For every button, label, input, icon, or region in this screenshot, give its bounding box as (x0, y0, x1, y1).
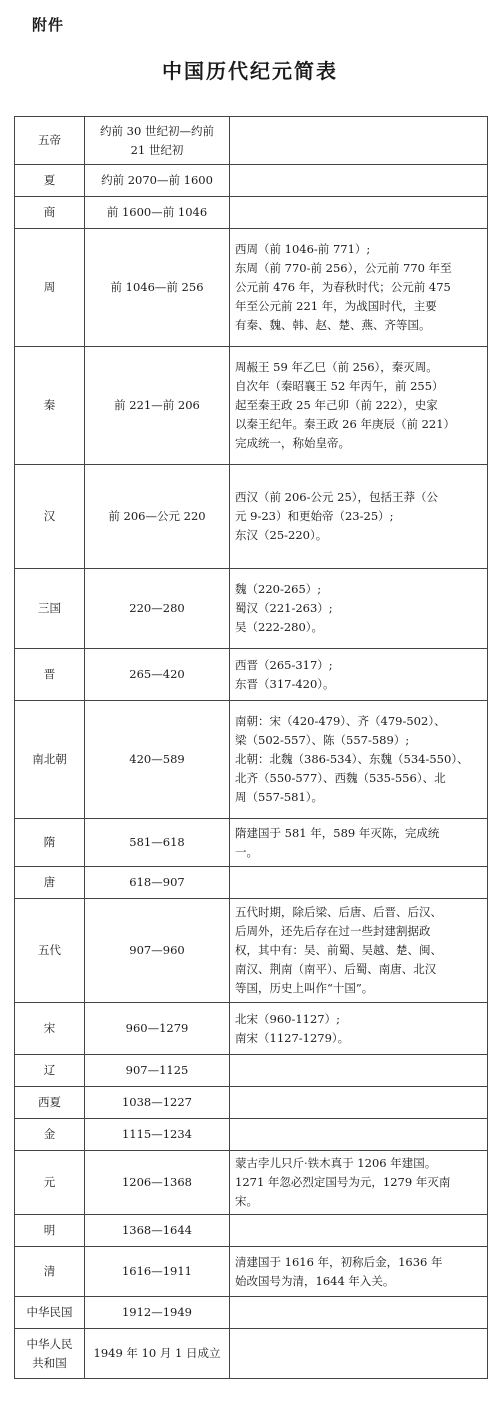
dynasty-cell (15, 465, 85, 569)
note-cell (230, 819, 488, 867)
dynasty-cell (15, 165, 85, 197)
period-cell (85, 1003, 230, 1055)
dynasty-line: 辽 (43, 1063, 56, 1077)
dynasty-cell (15, 117, 85, 165)
dynasty-cell (15, 1119, 85, 1151)
dynasty-line: 中华民国 (26, 1305, 73, 1319)
table-row (15, 1329, 488, 1379)
period-cell (85, 569, 230, 649)
note-line: 东周（前 770-前 256），公元前 770 年至 (235, 261, 452, 275)
period-cell (85, 649, 230, 701)
note-line: 北朝：北魏（386-534）、东魏（534-550）、 (235, 752, 469, 766)
note-line: 梁（502-557）、陈（557-589）; (235, 733, 410, 747)
dynasty-line: 隋 (43, 835, 56, 849)
dynasty-line: 南北朝 (32, 752, 67, 766)
table-row (15, 1055, 488, 1087)
note-cell (230, 465, 488, 569)
period-cell (85, 1087, 230, 1119)
period-line: 21 世纪初 (130, 142, 184, 157)
dynasty-cell (15, 1215, 85, 1247)
table-row (15, 1297, 488, 1329)
period-cell (85, 701, 230, 819)
note-line: 北齐（550-577）、西魏（535-556）、北 (235, 771, 446, 785)
period-line: 约前 30 世纪初—约前 (100, 123, 214, 138)
period-line: 960—1279 (125, 1021, 189, 1035)
period-cell (85, 1329, 230, 1379)
period-line: 420—589 (129, 752, 185, 766)
dynasty-line: 秦 (43, 398, 56, 412)
dynasty-line: 周 (43, 280, 56, 294)
period-line: 1206—1368 (121, 1175, 193, 1189)
period-cell (85, 197, 230, 229)
dynasty-line: 宋 (43, 1021, 56, 1035)
dynasty-table (14, 116, 488, 1379)
dynasty-cell (15, 1297, 85, 1329)
dynasty-cell (15, 1247, 85, 1297)
note-cell (230, 1297, 488, 1329)
table-row (15, 197, 488, 229)
dynasty-cell (15, 1003, 85, 1055)
dynasty-line: 夏 (43, 173, 56, 187)
table-row (15, 649, 488, 701)
table-row (15, 465, 488, 569)
note-cell (230, 165, 488, 197)
period-cell (85, 1247, 230, 1297)
note-line: 一。 (235, 844, 258, 859)
attachment-label: 附件 (32, 16, 65, 34)
note-cell (230, 701, 488, 819)
period-cell (85, 347, 230, 465)
note-cell (230, 1087, 488, 1119)
period-line: 前 221—前 206 (114, 398, 200, 412)
note-cell (230, 1055, 488, 1087)
period-line: 907—1125 (125, 1063, 189, 1077)
note-cell (230, 1119, 488, 1151)
table-row (15, 899, 488, 1003)
period-line: 1912—1949 (121, 1305, 193, 1319)
period-line: 907—960 (129, 943, 185, 957)
period-line: 1616—1911 (121, 1264, 193, 1278)
period-cell (85, 229, 230, 347)
table-row (15, 1119, 488, 1151)
dynasty-cell (15, 197, 85, 229)
period-cell (85, 899, 230, 1003)
dynasty-line: 西夏 (38, 1095, 61, 1109)
note-line: 西晋（265-317）; (235, 657, 333, 672)
table-row (15, 1151, 488, 1215)
note-line: 蜀汉（221-263）; (235, 601, 333, 615)
period-cell (85, 165, 230, 197)
note-line: 元 9-23）和更始帝（23-25）; (235, 509, 394, 523)
table-row (15, 1247, 488, 1297)
dynasty-line: 金 (43, 1127, 56, 1141)
note-line: 东晋（317-420）。 (235, 676, 335, 691)
note-line: 始改国号为清，1644 年入关。 (235, 1273, 395, 1288)
period-cell (85, 1055, 230, 1087)
note-cell (230, 229, 488, 347)
dynasty-cell (15, 347, 85, 465)
dynasty-cell (15, 867, 85, 899)
note-line: 以秦王纪年。秦王政 26 年庚辰（前 221） (235, 417, 456, 431)
note-cell (230, 1003, 488, 1055)
dynasty-line: 晋 (43, 667, 56, 681)
note-line: 南汉、荆南（南平）、后蜀、南唐、北汉 (235, 962, 437, 976)
note-line: 南朝：宋（420-479）、齐（479-502）、 (235, 714, 446, 728)
period-line: 618—907 (129, 875, 185, 889)
note-line: 自次年（秦昭襄王 52 年丙午，前 255） (235, 379, 444, 393)
dynasty-line: 唐 (43, 875, 56, 889)
period-cell (85, 867, 230, 899)
dynasty-cell (15, 1151, 85, 1215)
dynasty-line: 汉 (43, 509, 56, 523)
dynasty-cell (15, 569, 85, 649)
note-line: 等国，历史上叫作“十国”。 (235, 981, 374, 995)
table-row (15, 165, 488, 197)
dynasty-cell (15, 649, 85, 701)
table-row (15, 347, 488, 465)
dynasty-line: 清 (43, 1264, 56, 1278)
note-cell (230, 569, 488, 649)
period-line: 1115—1234 (121, 1127, 193, 1141)
dynasty-cell (15, 1329, 85, 1379)
period-line: 581—618 (129, 835, 185, 849)
table-row (15, 701, 488, 819)
dynasty-cell (15, 819, 85, 867)
dynasty-line: 五帝 (38, 133, 61, 147)
period-line: 1368—1644 (121, 1223, 193, 1237)
period-cell (85, 465, 230, 569)
period-line: 265—420 (129, 667, 185, 681)
note-line: 南宋（1127-1279）。 (235, 1030, 350, 1045)
note-line: 西周（前 1046-前 771）; (235, 242, 371, 256)
table-row (15, 229, 488, 347)
period-line: 1949 年 10 月 1 日成立 (93, 1346, 221, 1360)
note-line: 后周外，还先后存在过一些封建割据政 (235, 924, 431, 938)
dynasty-line: 共和国 (32, 1355, 67, 1370)
dynasty-line: 三国 (38, 601, 61, 615)
table-row (15, 1003, 488, 1055)
table-row (15, 1215, 488, 1247)
note-line: 宋。 (235, 1194, 258, 1208)
page-title: 中国历代纪元简表 (162, 59, 338, 83)
note-line: 权，其中有：吴、前蜀、吴越、楚、闽、 (235, 943, 442, 957)
note-line: 北宋（960-1127）; (235, 1011, 340, 1026)
dynasty-table-body (15, 117, 488, 1379)
note-line: 公元前 476 年，为春秋时代；公元前 475 (235, 280, 451, 294)
note-line: 1271 年忽必烈定国号为元，1279 年灭南 (235, 1175, 451, 1189)
note-cell (230, 347, 488, 465)
note-line: 清建国于 1616 年，初称后金，1636 年 (235, 1254, 443, 1269)
period-cell (85, 1151, 230, 1215)
dynasty-cell (15, 229, 85, 347)
period-line: 前 206—公元 220 (108, 509, 206, 523)
dynasty-line: 明 (43, 1223, 56, 1237)
dynasty-cell (15, 1087, 85, 1119)
note-line: 周（557-581）。 (235, 790, 324, 804)
period-line: 前 1600—前 1046 (106, 205, 208, 219)
dynasty-cell (15, 701, 85, 819)
note-cell (230, 117, 488, 165)
table-row (15, 117, 488, 165)
dynasty-cell (15, 1055, 85, 1087)
note-line: 起至秦王政 25 年己卯（前 222），史家 (235, 398, 438, 412)
period-line: 220—280 (129, 601, 185, 615)
note-cell (230, 1215, 488, 1247)
note-line: 年至公元前 221 年，为战国时代，主要 (235, 299, 437, 313)
note-cell (230, 197, 488, 229)
period-cell (85, 117, 230, 165)
note-line: 西汉（前 206-公元 25），包括王莽（公 (235, 490, 439, 504)
dynasty-line: 五代 (38, 943, 61, 957)
note-line: 有秦、魏、韩、赵、楚、燕、齐等国。 (235, 318, 431, 332)
note-line: 完成统一，称始皇帝。 (235, 436, 350, 450)
table-row (15, 867, 488, 899)
note-cell (230, 1247, 488, 1297)
table-row (15, 569, 488, 649)
note-line: 吴（222-280）。 (235, 620, 324, 634)
dynasty-line: 商 (43, 205, 56, 219)
note-cell (230, 899, 488, 1003)
note-cell (230, 1329, 488, 1379)
note-cell (230, 1151, 488, 1215)
dynasty-cell (15, 899, 85, 1003)
note-cell (230, 649, 488, 701)
period-cell (85, 819, 230, 867)
dynasty-line: 元 (43, 1175, 56, 1189)
table-row (15, 1087, 488, 1119)
note-line: 东汉（25-220）。 (235, 528, 328, 542)
note-line: 魏（220-265）; (235, 582, 322, 596)
table-row (15, 819, 488, 867)
note-line: 周赧王 59 年乙巳（前 256），秦灭周。 (235, 360, 438, 374)
period-cell (85, 1215, 230, 1247)
dynasty-line: 中华人民 (26, 1336, 73, 1351)
note-line: 五代时期，除后梁、后唐、后晋、后汉、 (235, 905, 442, 919)
period-line: 1038—1227 (121, 1095, 193, 1109)
period-cell (85, 1297, 230, 1329)
period-line: 前 1046—前 256 (110, 280, 204, 294)
period-line: 约前 2070—前 1600 (101, 173, 213, 187)
note-line: 隋建国于 581 年，589 年灭陈，完成统 (235, 825, 440, 840)
period-cell (85, 1119, 230, 1151)
note-cell (230, 867, 488, 899)
note-line: 蒙古孛儿只斤·铁木真于 1206 年建国。 (235, 1156, 437, 1170)
